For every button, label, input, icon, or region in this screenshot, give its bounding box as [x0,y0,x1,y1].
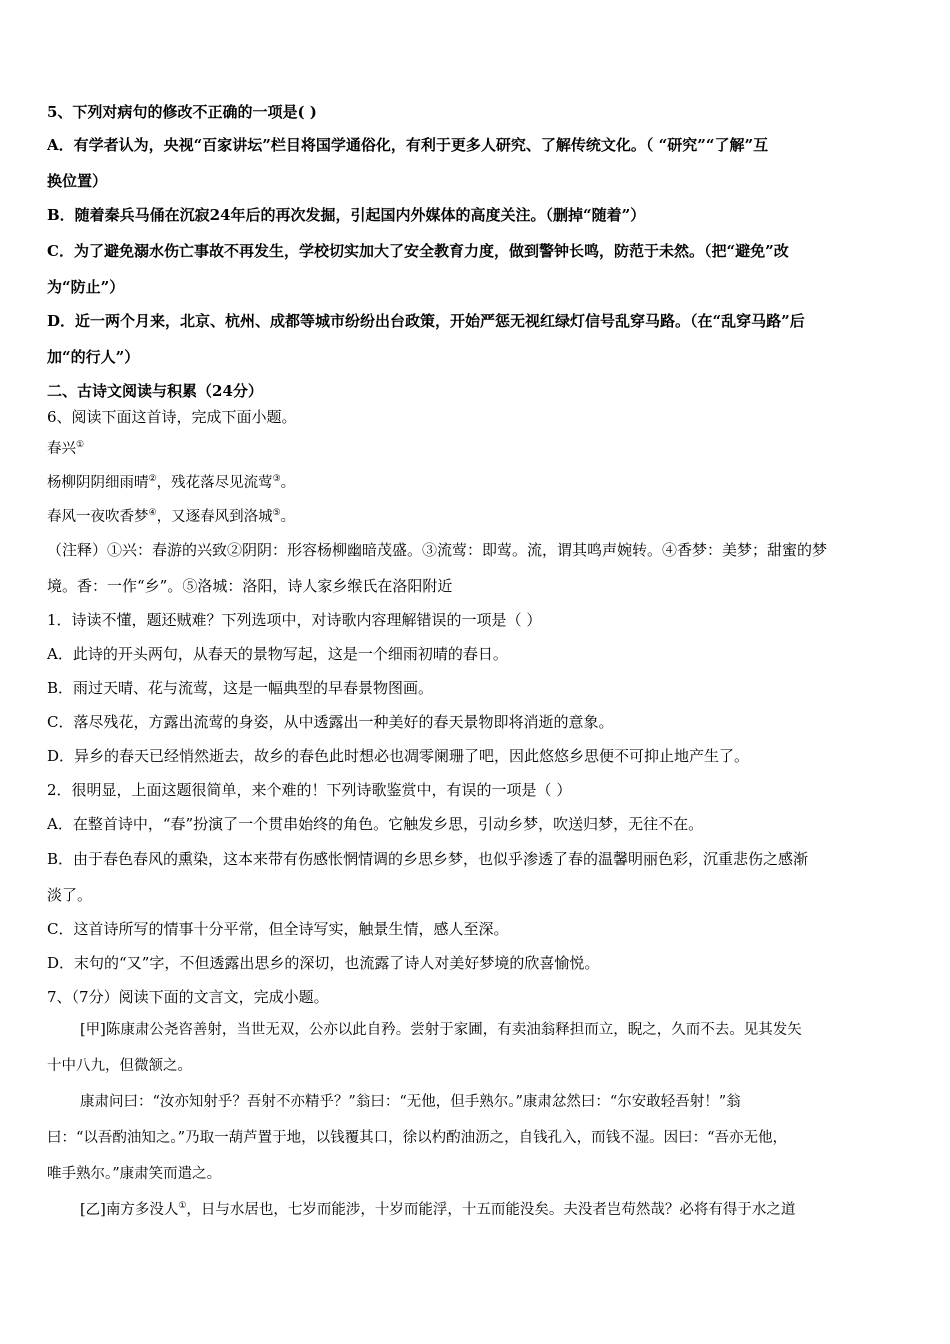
q6-sub2-option-a: A．在整首诗中，“春”扮演了一个贯串始终的角色。它触发乡思，引动乡梦，吹送归梦，无往不在。 [47,815,704,833]
footnote-mark: ② [148,474,157,485]
footnote-mark: ⑤ [272,508,281,519]
footnote-mark: ④ [148,508,157,519]
poem-line-1: 杨柳阴阴细雨晴②，残花落尽见流莺③。 [47,474,296,491]
section-heading: 二、古诗文阅读与积累（24分） [47,382,263,400]
q6-sub1-option-a: A．此诗的开头两句，从春天的景物写起，这是一个细雨初晴的春日。 [47,645,508,663]
poem-line-2: 春风一夜吹香梦④，又逐春风到洛城⑤。 [47,508,296,525]
footnote-mark: ① [178,1201,187,1212]
q6-sub2-option-b-line2: 淡了。 [47,886,93,904]
q5-option-a-line1: A．有学者认为，央视“百家讲坛”栏目将国学通俗化，有利于更多人研究、了解传统文化。（ “研究”“了解”互 [47,136,769,154]
footnote-mark: ① [76,440,85,451]
q5-option-c-line2: 为“防止”） [47,278,125,296]
q6-sub1-stem: 1．诗读不懂，题还贼难？下列选项中，对诗歌内容理解错误的一项是（ ） [47,611,542,629]
passage-yi-line1: [乙]南方多没人①，日与水居也，七岁而能涉，十岁而能浮，十五而能没矣。夫没者岂苟然哉？必将有得于水之道 [80,1201,796,1218]
q5-option-c-line1: C．为了避免溺水伤亡事故不再发生，学校切实加大了安全教育力度，做到警钟长鸣，防范于未然。（把“避免”改 [47,242,789,260]
q6-sub2-option-b-line1: B．由于春色春风的熏染，这本来带有伤感怅惘情调的乡思乡梦，也似乎渗透了春的温馨明丽色彩，沉重悲伤之感渐 [47,850,809,868]
q5-option-d-line1: D．近一两个月来，北京、杭州、成都等城市纷纷出台政策，开始严惩无视红绿灯信号乱穿马路。（在“乱穿马路”后 [47,312,805,330]
poem-notes-line1: （注释）①兴：春游的兴致②阴阴：形容杨柳幽暗茂盛。③流莺：即莺。流，谓其鸣声婉转。④香梦：美梦；甜蜜的梦 [47,541,828,559]
q6-sub1-option-c: C．落尽残花，方露出流莺的身姿，从中透露出一种美好的春天景物即将消逝的意象。 [47,713,614,731]
q6-sub1-option-b: B．雨过天晴、花与流莺，这是一幅典型的早春景物图画。 [47,679,434,697]
passage-para2-line1: 康肃问曰：“汝亦知射乎？吾射不亦精乎？”翁曰：“无他，但手熟尔。”康肃忿然曰：“尔安敢轻吾射！”翁 [80,1094,741,1110]
poem-title: 春兴① [47,440,85,457]
q6-sub2-stem: 2．很明显，上面这题很简单，来个难的！下列诗歌鉴赏中，有误的一项是（ ） [47,781,572,799]
passage-jia-line2: 十中八九，但微颔之。 [47,1058,192,1074]
q5-option-b: B．随着秦兵马俑在沉寂24年后的再次发掘，引起国内外媒体的高度关注。（删掉“随着”） [47,206,646,224]
q6-sub2-option-c: C．这首诗所写的情事十分平常，但全诗写实，触景生情，感人至深。 [47,920,509,938]
q7-stem: 7、（7分）阅读下面的文言文，完成小题。 [47,988,329,1006]
passage-para2-line2: 曰：“以吾酌油知之。”乃取一葫芦置于地，以钱覆其口，徐以杓酌油沥之，自钱孔入，而钱不湿。因曰：“吾亦无他， [47,1130,787,1146]
q6-sub1-option-d: D．异乡的春天已经悄然逝去，故乡的春色此时想必也凋零阑珊了吧，因此悠悠乡思便不可抑止地产生了。 [47,747,750,765]
passage-para2-line3: 唯手熟尔。”康肃笑而遣之。 [47,1166,222,1182]
q6-stem: 6、阅读下面这首诗，完成下面小题。 [47,408,297,426]
poem-notes-line2: 境。香：一作“乡”。⑤洛城：洛阳，诗人家乡缑氏在洛阳附近 [47,577,453,595]
q5-option-a-line2: 换位置） [47,172,108,190]
passage-jia-line1: [甲]陈康肃公尧咨善射，当世无双，公亦以此自矜。尝射于家圃，有卖油翁释担而立，睨之，久而不去。见其发矢 [80,1022,802,1038]
q6-sub2-option-d: D．末句的“又”字，不但透露出思乡的深切，也流露了诗人对美好梦境的欣喜愉悦。 [47,954,600,972]
q5-stem: 5、下列对病句的修改不正确的一项是( ) [47,103,317,121]
footnote-mark: ③ [272,474,281,485]
q5-option-d-line2: 加“的行人”） [47,348,140,366]
